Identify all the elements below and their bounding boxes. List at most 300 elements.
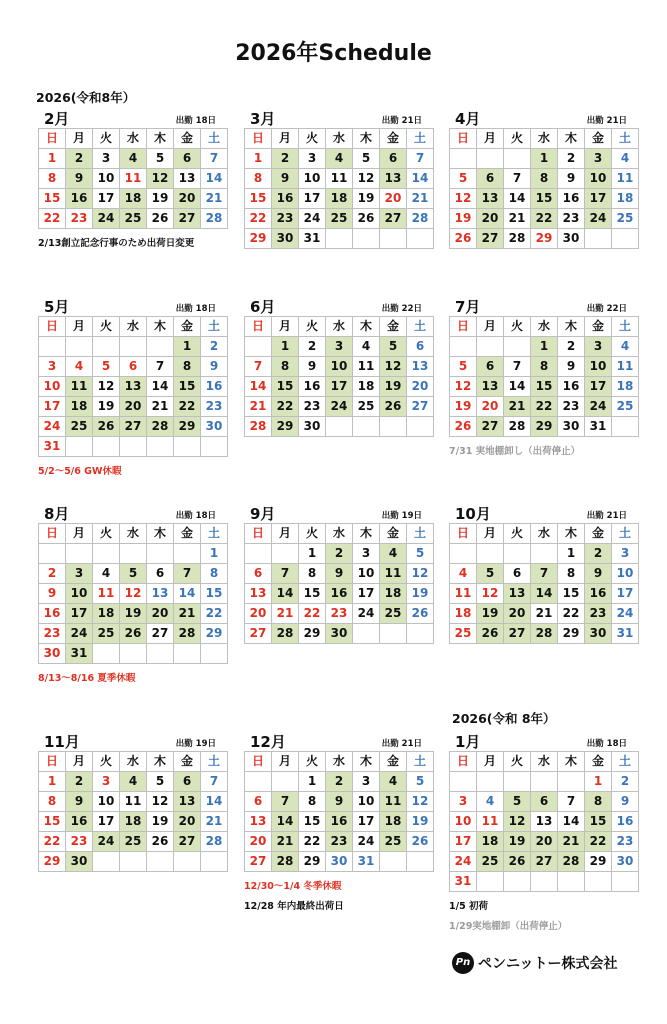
day-cell: 21: [201, 189, 228, 209]
week-row: [39, 792, 228, 812]
day-cell: 7: [272, 792, 299, 812]
day-cell: 25: [66, 417, 93, 437]
day-cell: 12: [407, 564, 434, 584]
day-cell: 15: [245, 189, 272, 209]
day-cell: 4: [353, 337, 380, 357]
day-cell: [612, 872, 639, 892]
weekday-header: 土: [407, 752, 434, 772]
day-cell: 28: [245, 417, 272, 437]
day-cell: 4: [380, 544, 407, 564]
day-cell: 5: [407, 544, 434, 564]
month-name: 5月: [44, 298, 70, 316]
day-cell: 27: [380, 209, 407, 229]
day-cell: 3: [612, 544, 639, 564]
workdays-count: 出勤 19日: [381, 511, 422, 521]
week-row: [245, 564, 434, 584]
day-cell: 4: [120, 772, 147, 792]
day-cell: 1: [531, 149, 558, 169]
week-row: [245, 417, 434, 437]
weekday-header: 月: [477, 317, 504, 337]
day-cell: 14: [531, 584, 558, 604]
month-name: 8月: [44, 505, 70, 523]
day-cell: 29: [531, 229, 558, 249]
day-cell: [477, 544, 504, 564]
day-cell: [380, 852, 407, 872]
day-cell: 22: [39, 832, 66, 852]
weekday-header: 火: [299, 752, 326, 772]
year-label-next: 2026(令和 8年）: [452, 711, 556, 726]
day-cell: [353, 417, 380, 437]
day-cell: [147, 544, 174, 564]
day-cell: 26: [147, 832, 174, 852]
day-cell: [147, 337, 174, 357]
day-cell: 19: [450, 209, 477, 229]
calendar-grid: [449, 128, 639, 249]
weekday-header: 火: [299, 129, 326, 149]
day-cell: 30: [201, 417, 228, 437]
day-cell: 21: [174, 604, 201, 624]
day-cell: 15: [585, 812, 612, 832]
day-cell: 6: [120, 357, 147, 377]
day-cell: 3: [353, 544, 380, 564]
day-cell: 1: [272, 337, 299, 357]
day-cell: 7: [531, 564, 558, 584]
week-row: [39, 437, 228, 457]
day-cell: 12: [380, 357, 407, 377]
day-cell: 18: [477, 832, 504, 852]
day-cell: 15: [174, 377, 201, 397]
weekday-header: 土: [201, 129, 228, 149]
weekday-header: 金: [380, 317, 407, 337]
day-cell: 7: [147, 357, 174, 377]
day-cell: 23: [585, 604, 612, 624]
month-name: 6月: [250, 298, 276, 316]
day-cell: 30: [326, 624, 353, 644]
day-cell: 16: [326, 584, 353, 604]
day-cell: 11: [326, 169, 353, 189]
day-cell: 9: [272, 169, 299, 189]
day-cell: 22: [299, 604, 326, 624]
day-cell: 16: [201, 377, 228, 397]
weekday-header: 月: [477, 524, 504, 544]
day-cell: 17: [353, 584, 380, 604]
day-cell: [407, 852, 434, 872]
workdays-count: 出勤 18日: [175, 116, 216, 126]
day-cell: 9: [326, 564, 353, 584]
day-cell: [66, 437, 93, 457]
weekday-header: 木: [558, 752, 585, 772]
week-row: [39, 209, 228, 229]
workdays-count: 出勤 21日: [586, 511, 627, 521]
company-mark-icon: Pn: [452, 952, 474, 974]
day-cell: 28: [504, 417, 531, 437]
day-cell: [477, 772, 504, 792]
day-cell: 20: [174, 812, 201, 832]
week-row: [245, 604, 434, 624]
weekday-header: 木: [147, 752, 174, 772]
day-cell: 29: [585, 852, 612, 872]
week-row: [245, 377, 434, 397]
day-cell: 12: [477, 584, 504, 604]
day-cell: 20: [531, 832, 558, 852]
weekday-header: 月: [66, 317, 93, 337]
day-cell: 9: [585, 564, 612, 584]
weekday-header: 火: [504, 524, 531, 544]
month-name: 9月: [250, 505, 276, 523]
weekday-header: 木: [353, 129, 380, 149]
day-cell: 12: [147, 792, 174, 812]
week-row: [39, 417, 228, 437]
day-cell: 30: [66, 852, 93, 872]
calendar-note: 2/13創立記念行事のため出荷日変更: [38, 238, 195, 249]
week-row: [245, 772, 434, 792]
day-cell: 1: [201, 544, 228, 564]
week-row: [450, 357, 639, 377]
day-cell: 18: [353, 377, 380, 397]
day-cell: 12: [93, 377, 120, 397]
day-cell: 2: [326, 772, 353, 792]
day-cell: 29: [531, 417, 558, 437]
day-cell: 26: [147, 209, 174, 229]
calendar-note: 1/29実地棚卸（出荷停止）: [449, 921, 568, 932]
day-cell: 8: [585, 792, 612, 812]
weekday-row: [39, 317, 228, 337]
day-cell: 23: [39, 624, 66, 644]
day-cell: 3: [326, 337, 353, 357]
day-cell: 25: [612, 397, 639, 417]
day-cell: 9: [39, 584, 66, 604]
weekday-header: 火: [504, 317, 531, 337]
week-row: [39, 337, 228, 357]
day-cell: 2: [272, 149, 299, 169]
day-cell: [93, 437, 120, 457]
day-cell: 24: [612, 604, 639, 624]
calendar-grid: [449, 523, 639, 644]
day-cell: 5: [407, 772, 434, 792]
week-row: [245, 337, 434, 357]
day-cell: 3: [585, 337, 612, 357]
day-cell: 8: [174, 357, 201, 377]
day-cell: 17: [66, 604, 93, 624]
weekday-header: 土: [612, 317, 639, 337]
weekday-row: [245, 317, 434, 337]
day-cell: 19: [147, 189, 174, 209]
day-cell: 27: [477, 417, 504, 437]
day-cell: 20: [174, 189, 201, 209]
day-cell: 15: [201, 584, 228, 604]
day-cell: 19: [147, 812, 174, 832]
day-cell: 29: [201, 624, 228, 644]
day-cell: 21: [558, 832, 585, 852]
day-cell: [120, 852, 147, 872]
day-cell: 18: [380, 584, 407, 604]
weekday-header: 木: [558, 524, 585, 544]
day-cell: 13: [380, 169, 407, 189]
day-cell: 16: [39, 604, 66, 624]
day-cell: [201, 852, 228, 872]
weekday-row: [450, 129, 639, 149]
day-cell: 30: [558, 417, 585, 437]
day-cell: 19: [120, 604, 147, 624]
day-cell: 3: [450, 792, 477, 812]
day-cell: 19: [477, 604, 504, 624]
day-cell: 26: [407, 604, 434, 624]
day-cell: [585, 872, 612, 892]
day-cell: [504, 544, 531, 564]
day-cell: 9: [66, 169, 93, 189]
day-cell: 26: [353, 209, 380, 229]
day-cell: 14: [558, 812, 585, 832]
day-cell: 10: [585, 169, 612, 189]
day-cell: [174, 852, 201, 872]
week-row: [39, 357, 228, 377]
day-cell: [93, 852, 120, 872]
weekday-header: 水: [531, 129, 558, 149]
day-cell: 10: [93, 792, 120, 812]
weekday-row: [39, 524, 228, 544]
week-row: [450, 564, 639, 584]
day-cell: 5: [450, 357, 477, 377]
day-cell: [612, 417, 639, 437]
day-cell: 25: [120, 209, 147, 229]
day-cell: 24: [93, 832, 120, 852]
month-name: 11月: [44, 733, 80, 751]
day-cell: 1: [299, 772, 326, 792]
weekday-row: [450, 752, 639, 772]
day-cell: 11: [380, 564, 407, 584]
day-cell: [450, 337, 477, 357]
day-cell: 3: [585, 149, 612, 169]
month-header: [38, 503, 220, 523]
weekday-header: 土: [407, 524, 434, 544]
day-cell: [39, 337, 66, 357]
day-cell: 29: [174, 417, 201, 437]
week-row: [450, 169, 639, 189]
weekday-header: 水: [531, 317, 558, 337]
month-header: [244, 108, 426, 128]
day-cell: 26: [120, 624, 147, 644]
day-cell: 13: [120, 377, 147, 397]
week-row: [450, 872, 639, 892]
weekday-header: 金: [174, 129, 201, 149]
day-cell: 28: [201, 209, 228, 229]
calendar-note: 1/5 初荷: [449, 901, 488, 912]
calendar-grid: [449, 751, 639, 892]
day-cell: 22: [201, 604, 228, 624]
day-cell: [272, 772, 299, 792]
day-cell: [245, 544, 272, 564]
month-name: 12月: [250, 733, 286, 751]
day-cell: 10: [299, 169, 326, 189]
day-cell: [450, 544, 477, 564]
day-cell: 3: [299, 149, 326, 169]
day-cell: 5: [477, 564, 504, 584]
day-cell: 26: [450, 417, 477, 437]
day-cell: 2: [585, 544, 612, 564]
day-cell: 29: [39, 852, 66, 872]
day-cell: 21: [504, 397, 531, 417]
weekday-header: 火: [299, 524, 326, 544]
day-cell: [93, 644, 120, 664]
week-row: [450, 812, 639, 832]
weekday-header: 木: [558, 129, 585, 149]
day-cell: 4: [120, 149, 147, 169]
day-cell: 21: [407, 189, 434, 209]
month-calendar: [38, 296, 223, 477]
weekday-header: 金: [585, 524, 612, 544]
day-cell: 7: [558, 792, 585, 812]
day-cell: 9: [612, 792, 639, 812]
day-cell: 17: [353, 812, 380, 832]
day-cell: 10: [93, 169, 120, 189]
week-row: [245, 792, 434, 812]
day-cell: 27: [245, 852, 272, 872]
day-cell: 4: [93, 564, 120, 584]
day-cell: 26: [477, 624, 504, 644]
weekday-header: 土: [612, 524, 639, 544]
day-cell: 9: [299, 357, 326, 377]
month-name: 4月: [455, 110, 481, 128]
week-row: [450, 832, 639, 852]
day-cell: [407, 624, 434, 644]
company-name: ペンニットー株式会社: [478, 956, 618, 972]
day-cell: [531, 872, 558, 892]
weekday-header: 土: [407, 317, 434, 337]
workdays-count: 出勤 22日: [586, 304, 627, 314]
calendar-grid: [244, 316, 434, 437]
day-cell: 4: [326, 149, 353, 169]
day-cell: 30: [272, 229, 299, 249]
weekday-header: 火: [93, 752, 120, 772]
weekday-header: 水: [120, 317, 147, 337]
week-row: [450, 852, 639, 872]
day-cell: 23: [612, 832, 639, 852]
day-cell: 20: [245, 604, 272, 624]
weekday-header: 水: [531, 524, 558, 544]
day-cell: 28: [201, 832, 228, 852]
day-cell: 12: [504, 812, 531, 832]
day-cell: 14: [504, 377, 531, 397]
weekday-header: 火: [93, 129, 120, 149]
day-cell: [612, 229, 639, 249]
weekday-header: 木: [353, 752, 380, 772]
day-cell: 1: [174, 337, 201, 357]
day-cell: 8: [245, 169, 272, 189]
day-cell: [353, 229, 380, 249]
day-cell: 25: [612, 209, 639, 229]
weekday-header: 土: [612, 752, 639, 772]
day-cell: [120, 644, 147, 664]
day-cell: 16: [558, 377, 585, 397]
calendar-note: 8/13～8/16 夏季休暇: [38, 673, 136, 684]
month-calendar: [449, 108, 634, 249]
day-cell: 11: [120, 169, 147, 189]
month-calendar: [38, 731, 223, 872]
day-cell: 18: [66, 397, 93, 417]
day-cell: 2: [558, 149, 585, 169]
day-cell: 12: [450, 377, 477, 397]
day-cell: 11: [477, 812, 504, 832]
day-cell: [147, 437, 174, 457]
day-cell: 24: [326, 397, 353, 417]
week-row: [39, 397, 228, 417]
month-header: [449, 296, 631, 316]
day-cell: 10: [39, 377, 66, 397]
day-cell: 26: [380, 397, 407, 417]
weekday-header: 日: [245, 752, 272, 772]
day-cell: 8: [299, 564, 326, 584]
day-cell: [174, 544, 201, 564]
month-header: [449, 731, 631, 751]
day-cell: 28: [531, 624, 558, 644]
month-header: [244, 503, 426, 523]
weekday-header: 日: [39, 524, 66, 544]
day-cell: [380, 624, 407, 644]
day-cell: 20: [477, 209, 504, 229]
day-cell: 19: [504, 832, 531, 852]
day-cell: [93, 544, 120, 564]
day-cell: 26: [504, 852, 531, 872]
weekday-header: 水: [326, 752, 353, 772]
day-cell: 30: [585, 624, 612, 644]
day-cell: 13: [245, 812, 272, 832]
day-cell: [380, 229, 407, 249]
company-logo: [452, 951, 617, 975]
day-cell: 31: [299, 229, 326, 249]
day-cell: 6: [531, 792, 558, 812]
weekday-header: 火: [504, 129, 531, 149]
day-cell: 14: [407, 169, 434, 189]
day-cell: 6: [147, 564, 174, 584]
day-cell: 21: [272, 832, 299, 852]
day-cell: 9: [201, 357, 228, 377]
day-cell: 15: [299, 584, 326, 604]
day-cell: 24: [585, 397, 612, 417]
day-cell: 20: [477, 397, 504, 417]
month-header: [449, 108, 631, 128]
day-cell: [174, 437, 201, 457]
day-cell: 12: [407, 792, 434, 812]
day-cell: 11: [93, 584, 120, 604]
day-cell: 24: [450, 852, 477, 872]
day-cell: 11: [612, 357, 639, 377]
day-cell: 20: [407, 377, 434, 397]
day-cell: 23: [558, 397, 585, 417]
day-cell: 27: [531, 852, 558, 872]
day-cell: 7: [504, 169, 531, 189]
day-cell: 13: [174, 792, 201, 812]
calendar-grid: [244, 523, 434, 644]
day-cell: 25: [380, 604, 407, 624]
weekday-header: 日: [245, 524, 272, 544]
day-cell: 20: [147, 604, 174, 624]
day-cell: 2: [66, 772, 93, 792]
day-cell: 1: [39, 772, 66, 792]
weekday-header: 木: [353, 524, 380, 544]
week-row: [450, 417, 639, 437]
day-cell: [353, 624, 380, 644]
day-cell: [66, 337, 93, 357]
weekday-header: 日: [245, 317, 272, 337]
day-cell: [585, 229, 612, 249]
weekday-header: 金: [585, 129, 612, 149]
day-cell: 21: [201, 812, 228, 832]
day-cell: 14: [272, 584, 299, 604]
day-cell: [531, 772, 558, 792]
day-cell: [407, 229, 434, 249]
day-cell: 1: [299, 544, 326, 564]
day-cell: 25: [353, 397, 380, 417]
